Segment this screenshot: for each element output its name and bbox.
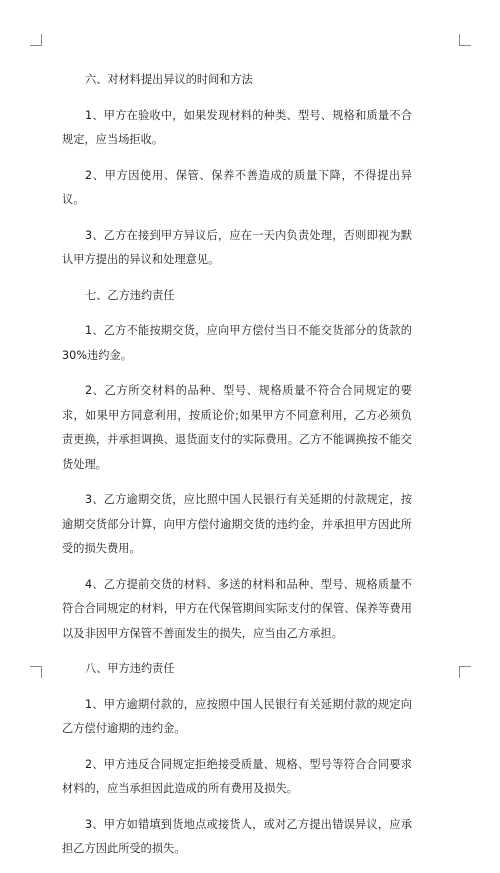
- section-heading-six: 六、对材料提出异议的时间和方法: [85, 73, 253, 86]
- document-body: [62, 68, 412, 873]
- crop-mark-top-right: [459, 34, 471, 46]
- clause-6-2: 2、甲方因使用、保管、保养不善造成的质量下降，不得提出异议。: [62, 168, 412, 206]
- clause-7-4: 4、乙方提前交货的材料、多送的材料和品种、型号、规格质量不符合合同规定的材料，甲方在代保管期间实际支付的保管、保养等费用以及非因甲方保管不善面发生的损失，应当由乙方承担。: [62, 577, 412, 640]
- clause-7-2: 2、乙方所交材料的品种、型号、规格质量不符合合同规定的要求，如果甲方同意利用，按质论价;如果甲方不同意利用，乙方必须负责更换，并承担调换、退货面支付的实际费用。乙方不能调换按不能交货处理。: [62, 384, 412, 471]
- crop-mark-bottom-right: [459, 666, 471, 678]
- clause-8-1: 1、甲方逾期付款的，应按照中国人民银行有关延期付款的规定向乙方偿付逾期的违约金。: [62, 697, 412, 735]
- clause-6-3: 3、乙方在接到甲方异议后，应在一天内负责处理，否则即视为默认甲方提出的异议和处理意见。: [62, 228, 412, 266]
- clause-8-2: 2、甲方违反合同规定拒绝接受质量、规格、型号等符合合同要求材料的，应当承担因此造成的所有费用及损失。: [62, 757, 412, 795]
- clause-6-1: 1、甲方在验收中，如果发现材料的种类、型号、规格和质量不合规定，应当场拒收。: [62, 108, 412, 146]
- clause-7-3: 3、乙方逾期交货，应比照中国人民银行有关延期的付款规定，按逾期交货部分计算，向甲方偿付逾期交货的违约金，并承担甲方因此所受的损失费用。: [62, 493, 412, 555]
- section-heading-seven: 七、乙方违约责任: [85, 288, 175, 302]
- clause-7-1: 1、乙方不能按期交货，应向甲方偿付当日不能交货部分的货款的30%违约金。: [62, 324, 412, 362]
- crop-mark-bottom-left: [30, 666, 42, 678]
- clause-8-3: 3、甲方如错填到货地点或接货人，或对乙方提出错误异议，应承担乙方因此所受的损失。: [62, 817, 412, 855]
- section-heading-eight: 八、甲方违约责任: [85, 662, 175, 675]
- crop-mark-top-left: [30, 34, 42, 46]
